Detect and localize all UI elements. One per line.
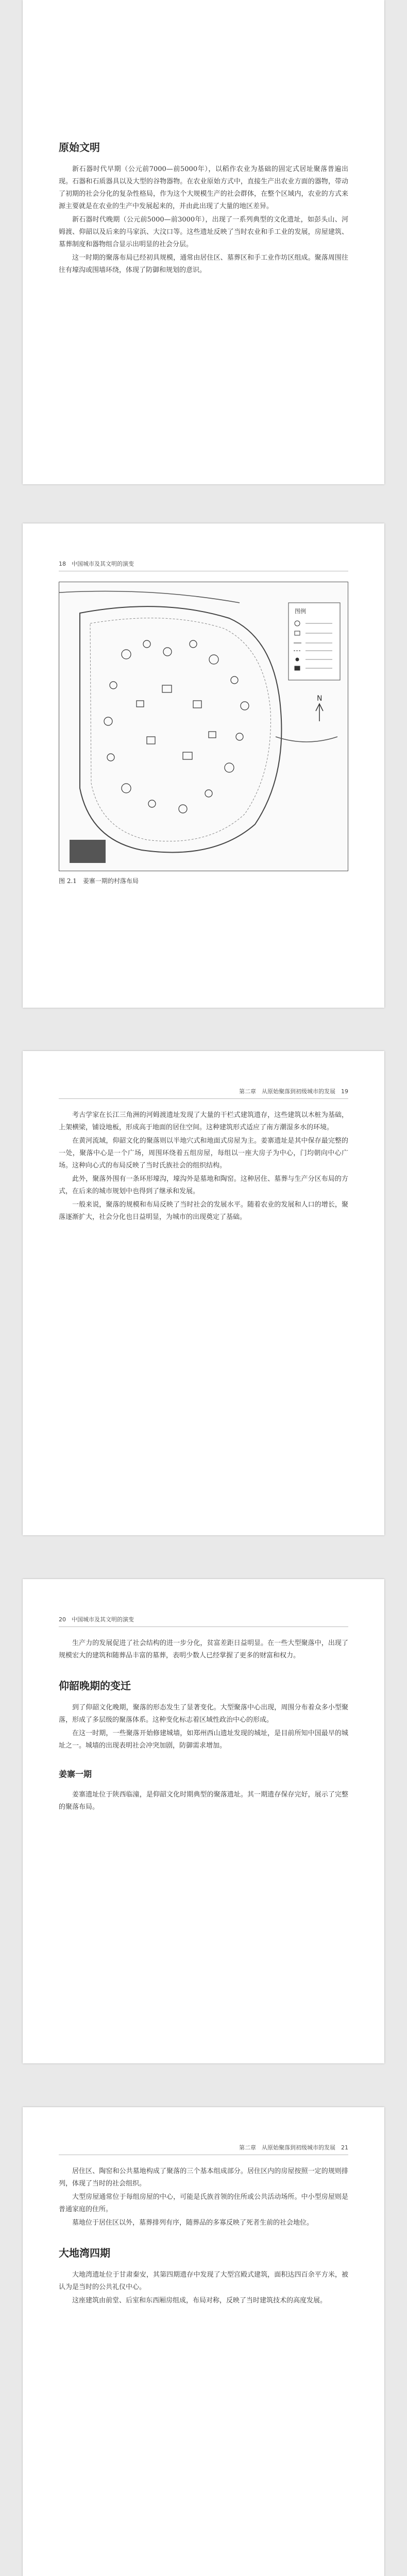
page-3	[23, 1051, 384, 1535]
paragraph: 在黄河流域，仰韶文化的聚落则以半地穴式和地面式房屋为主。姜寨遗址是其中保存最完整的一处，聚落中心是一个广场，周围环绕着五组房屋，每组以一座大房子为中心，门均朝向中心广场。这种向心式的布局反映了当时氏族社会的组织结构。	[59, 1137, 348, 1170]
section-heading: 原始文明	[59, 141, 100, 154]
site-plan-figure	[59, 582, 348, 871]
page-2	[23, 523, 384, 1008]
paragraph: 姜寨遗址位于陕西临潼，是仰韶文化时期典型的聚落遗址。其一期遗存保存完好，展示了完整的聚落布局。	[59, 1791, 348, 1811]
paragraph: 在这一时期，一些聚落开始修建城墙，如郑州西山遗址发现的城址，是目前所知中国最早的城址之一。城墙的出现表明社会冲突加剧，防御需求增加。	[59, 1730, 348, 1750]
site-plan-drawing	[59, 582, 348, 870]
paragraph: 新石器时代晚期（公元前5000—前3000年），出现了一系列典型的文化遗址，如彭头山、河姆渡、仰韶以及后来的马家浜、大汶口等。这些遗址反映了当时农业和手工业的发展，房屋建筑、墓葬制度和器物组合显示出明显的社会分层。	[59, 216, 348, 248]
figure-caption: 图 2.1 姜寨一期的村落布局	[59, 877, 139, 885]
paragraph: 生产力的发展促进了社会结构的进一步分化，贫富差距日益明显。在一些大型聚落中，出现了规模宏大的建筑和随葬品丰富的墓葬，表明少数人已经掌握了更多的财富和权力。	[59, 1639, 348, 1659]
paragraph: 大地湾遗址位于甘肃秦安，其第四期遗存中发现了大型宫殿式建筑，面积达四百余平方米，被认为是当时的公共礼仪中心。	[59, 2271, 348, 2291]
paragraph: 新石器时代早期（公元前7000—前5000年），以稻作农业为基础的固定式居址聚落普遍出现。石器和石质器具以及大型的谷物器物。在农业原始方式中，直接生产出农业方面的器物，带动了初期的社会分化的复杂性格局，作为这个大规模生产的社会群体，在整个区域内，农业的方式来源主要就是在农业的生产中发展起来的，并由此出现了大量的地区差异。	[59, 165, 348, 210]
paragraph: 居住区、陶窑和公共墓地构成了聚落的三个基本组成部分。居住区内的房屋按照一定的规则排列，体现了当时的社会组织。	[59, 2167, 348, 2188]
paragraph: 大型房屋通常位于每组房屋的中心，可能是氏族首领的住所或公共活动场所。中小型房屋则是普通家庭的住所。	[59, 2193, 348, 2213]
north-arrow: N	[317, 694, 323, 703]
section-heading: 仰韶晚期的变迁	[59, 1680, 131, 1692]
paragraph: 此外，聚落外围有一条环形壕沟，壕沟外是墓地和陶窑。这种居住、墓葬与生产分区布局的方式，在后来的城市规划中也得到了继承和发展。	[59, 1175, 348, 1195]
paragraph: 考古学家在长江三角洲的河姆渡遗址发现了大量的干栏式建筑遗存，这些建筑以木桩为基础，上架横梁，铺设地板，形成高于地面的居住空间。这种建筑形式适应了南方潮湿多水的环境。	[59, 1111, 348, 1131]
legend-title: 图例	[295, 608, 306, 615]
paragraph: 到了仰韶文化晚期，聚落的形态发生了显著变化。大型聚落中心出现，周围分布着众多小型聚落，形成了多层级的聚落体系。这种变化标志着区域性政治中心的形成。	[59, 1704, 348, 1724]
subsection-heading: 姜寨一期	[59, 1769, 92, 1779]
page-1	[23, 0, 384, 484]
paragraph: 这一时期的聚落布局已经初具规模，通常由居住区、墓葬区和手工业作坊区组成。聚落周围往往有壕沟或围墙环绕，体现了防御和规划的意识。	[59, 254, 348, 274]
paragraph: 墓地位于居住区以外，墓葬排列有序，随葬品的多寡反映了死者生前的社会地位。	[72, 2219, 314, 2227]
running-head: 第二章 从原始聚落到初级城市的发展 21	[59, 2143, 348, 2155]
running-head: 第二章 从原始聚落到初级城市的发展 19	[59, 1087, 348, 1099]
page-4	[23, 1579, 384, 2063]
section-heading: 大地湾四期	[59, 2247, 110, 2259]
paragraph: 这座建筑由前堂、后室和东西厢房组成，布局对称，反映了当时建筑技术的高度发展。	[72, 2297, 327, 2304]
running-head: 18 中国城市及其文明的演变	[59, 560, 348, 571]
running-head: 20 中国城市及其文明的演变	[59, 1615, 348, 1627]
paragraph: 一般来说，聚落的规模和布局反映了当时社会的发展水平。随着农业的发展和人口的增长，聚落逐渐扩大，社会分化也日益明显，为城市的出现奠定了基础。	[59, 1201, 348, 1221]
page-5	[23, 2107, 384, 2576]
